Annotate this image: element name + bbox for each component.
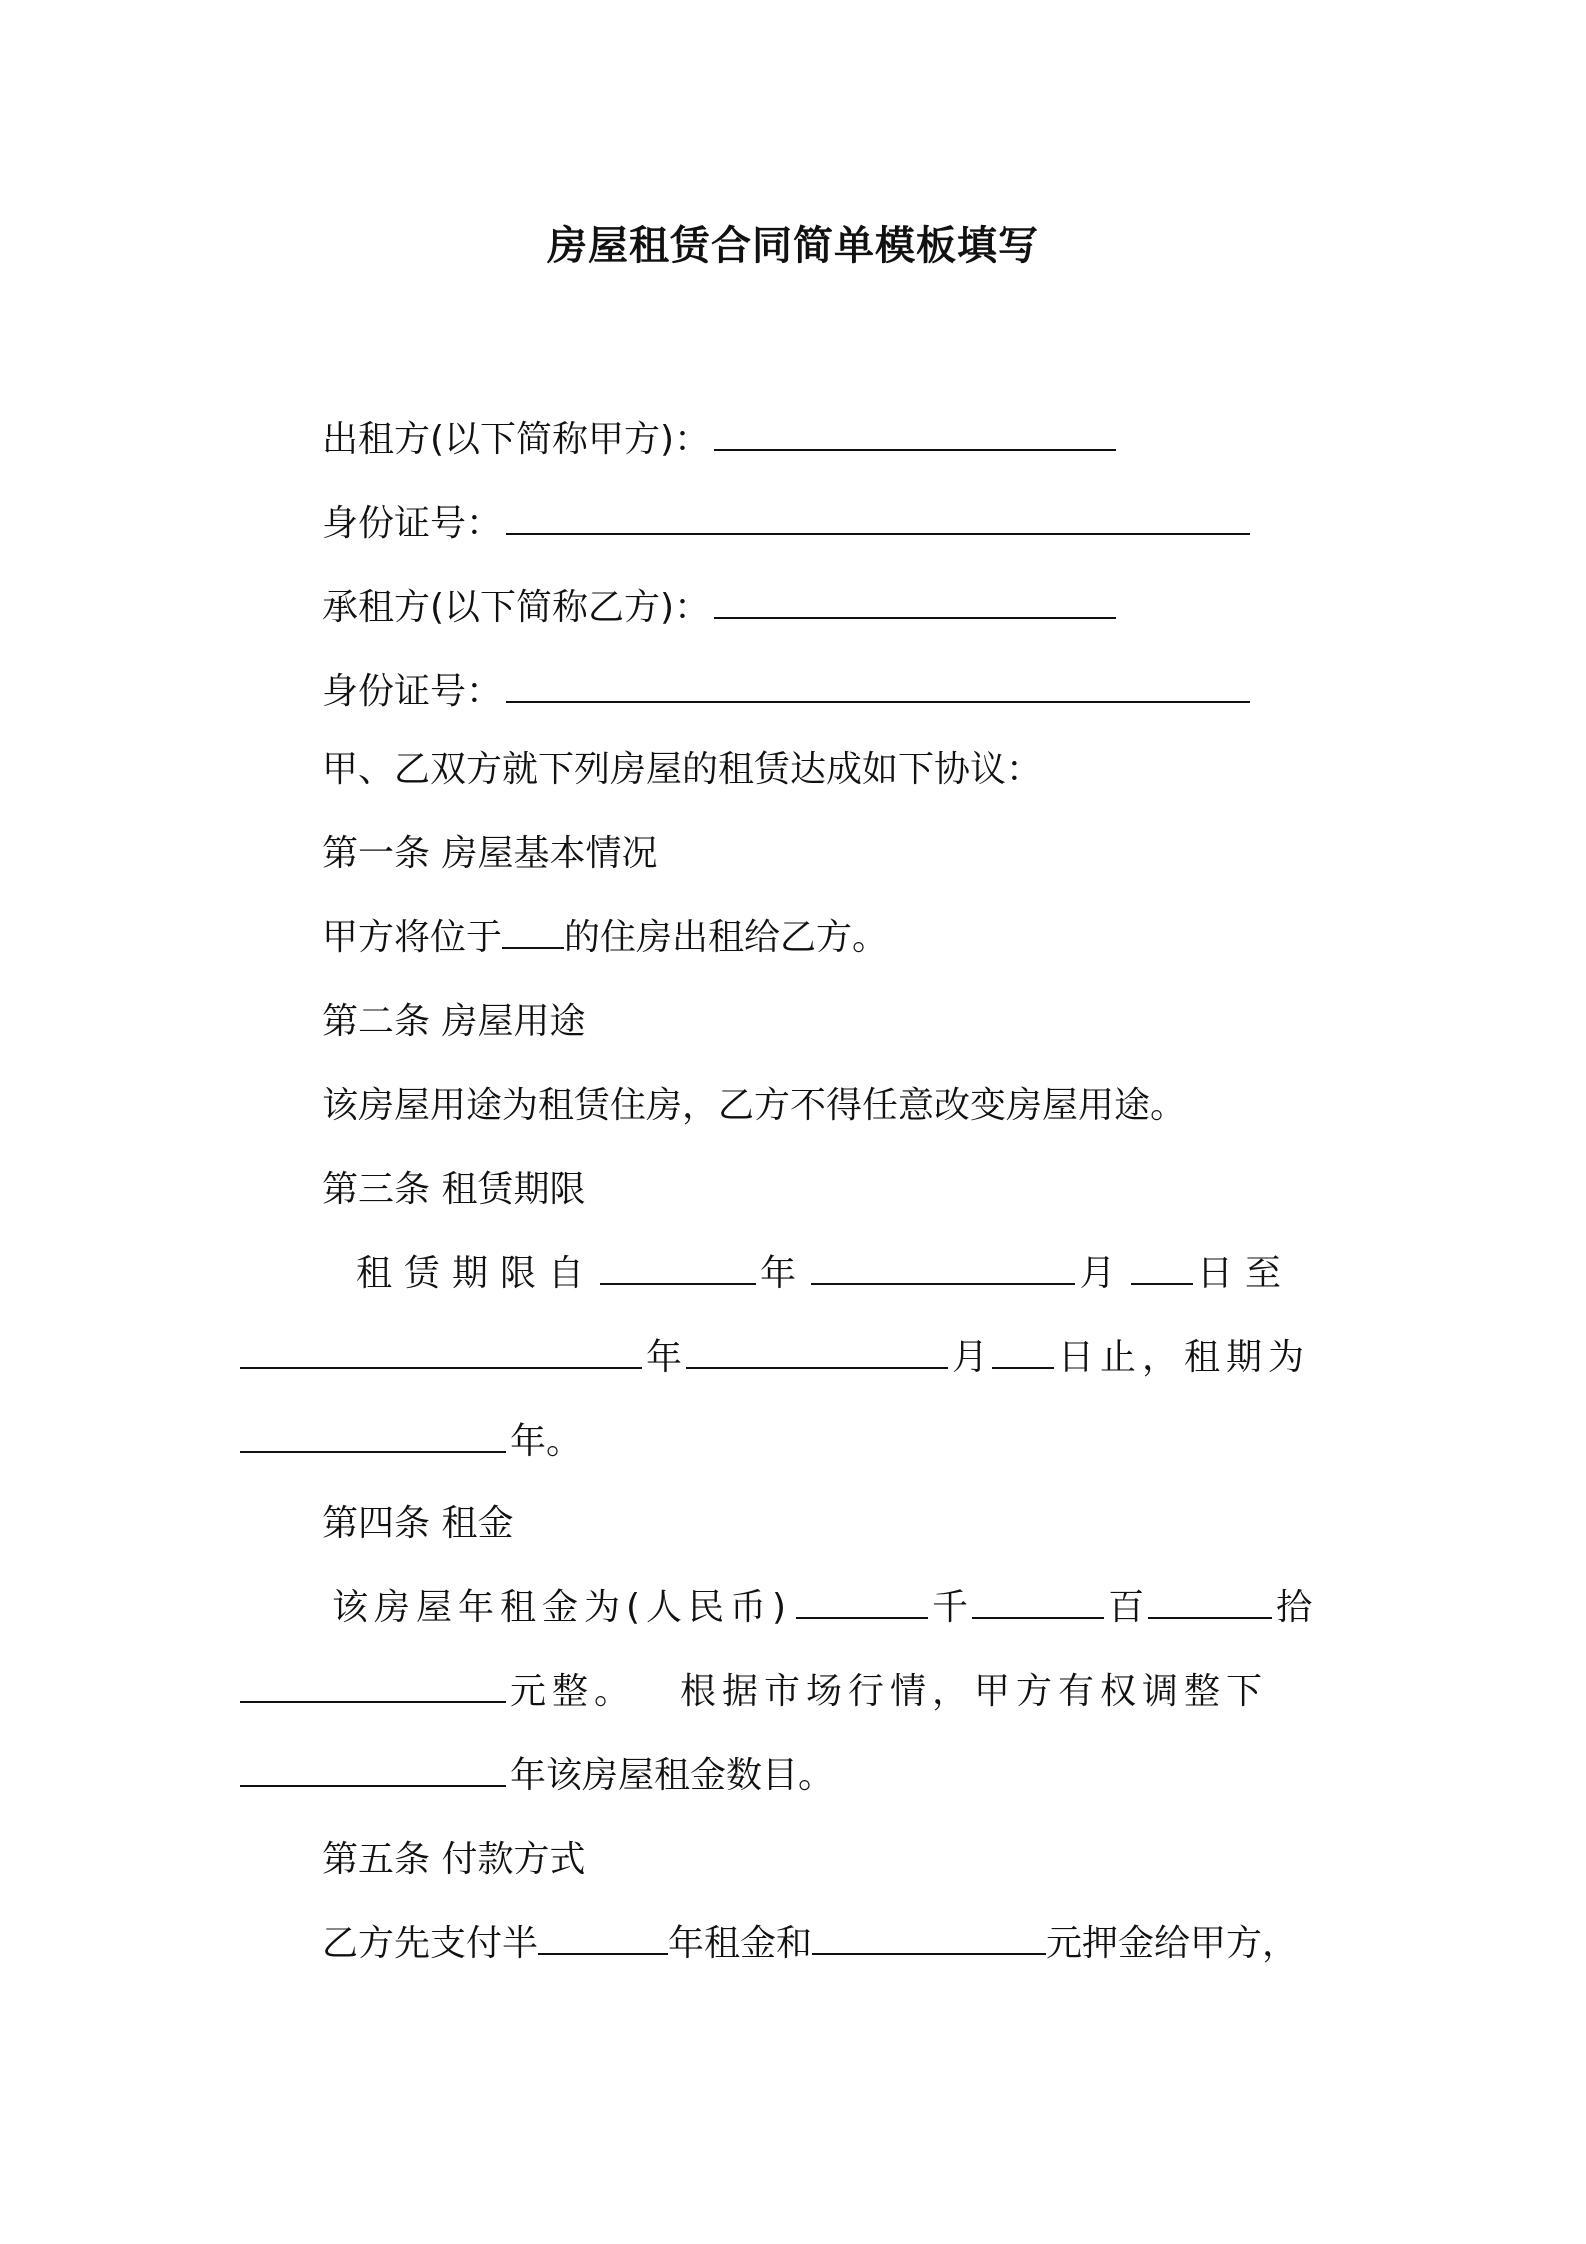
house-location-blank[interactable] — [502, 917, 564, 949]
agreement-intro: 甲、乙双方就下列房屋的租赁达成如下协议： — [322, 749, 1043, 790]
lessor-id-label: 身份证号： — [322, 503, 503, 544]
article4-heading: 第四条 租金 — [322, 1503, 514, 1544]
article3-l3-a: 年。 — [510, 1421, 583, 1462]
document-title: 房屋租赁合同简单模板填写 — [547, 223, 1039, 269]
article4-line1 — [332, 1586, 1312, 1630]
article5-l1-b: 年租金和 — [668, 1923, 813, 1964]
article3-line3 — [240, 1420, 582, 1464]
end-month-blank[interactable] — [686, 1337, 948, 1369]
article4-line3 — [240, 1754, 834, 1798]
article3-l1-c: 月 — [1079, 1253, 1116, 1294]
article3-l1-b: 年 — [760, 1253, 797, 1294]
article1-heading: 第一条 房屋基本情况 — [322, 833, 658, 874]
deposit-blank[interactable] — [812, 1923, 1046, 1955]
article3-l2-a: 年 — [646, 1337, 683, 1378]
article1-text-a: 甲方将位于 — [322, 917, 503, 958]
article4-line2 — [240, 1670, 1268, 1714]
article4-l1-b: 千 — [932, 1587, 969, 1628]
article4-l3-a: 年该房屋租金数目。 — [510, 1755, 835, 1796]
article3-heading: 第三条 租赁期限 — [322, 1169, 586, 1210]
article2-text: 该房屋用途为租赁住房，乙方不得任意改变房屋用途。 — [322, 1085, 1187, 1126]
end-day-blank[interactable] — [992, 1337, 1054, 1369]
article3-line2 — [240, 1336, 1310, 1380]
lessee-line — [322, 586, 1120, 630]
start-month-blank[interactable] — [811, 1253, 1075, 1285]
prepay-years-blank[interactable] — [538, 1923, 668, 1955]
article5-line1 — [322, 1922, 1298, 1966]
lessee-label: 承租方(以下简称乙方)： — [322, 587, 711, 628]
lessee-id-blank[interactable] — [506, 671, 1250, 703]
lessor-blank[interactable] — [714, 419, 1116, 451]
adjust-year-blank[interactable] — [240, 1755, 506, 1787]
article3-l2-b: 月 — [952, 1337, 989, 1378]
rent-hundred-blank[interactable] — [972, 1587, 1104, 1619]
article4-l1-d: 拾 — [1276, 1587, 1313, 1628]
rent-ten-blank[interactable] — [1148, 1587, 1272, 1619]
lessor-label: 出租方(以下简称甲方)： — [322, 419, 711, 460]
start-year-blank[interactable] — [600, 1253, 756, 1285]
rent-yuan-blank[interactable] — [240, 1671, 506, 1703]
lease-term-blank[interactable] — [240, 1421, 506, 1453]
lessee-id-label: 身份证号： — [322, 671, 503, 712]
lessor-id-blank[interactable] — [506, 503, 1250, 535]
article4-l2-a: 元整。 — [510, 1671, 637, 1712]
article3-l2-c: 日止，租期为 — [1058, 1337, 1311, 1378]
article1-text-b: 的住房出租给乙方。 — [564, 917, 889, 958]
lessee-blank[interactable] — [714, 587, 1116, 619]
end-year-blank[interactable] — [240, 1337, 642, 1369]
article5-l1-a: 乙方先支付半 — [322, 1923, 539, 1964]
article2-heading: 第二条 房屋用途 — [322, 1001, 586, 1042]
rent-thousand-blank[interactable] — [796, 1587, 928, 1619]
article3-line1 — [356, 1252, 1293, 1296]
lessor-line — [322, 418, 1120, 462]
lessor-id-line — [322, 502, 1254, 546]
lessee-id-line — [322, 670, 1254, 714]
article3-l1-d: 日至 — [1196, 1253, 1293, 1294]
article4-l1-a: 该房屋年租金为(人民币) — [332, 1587, 793, 1628]
article4-l1-c: 百 — [1108, 1587, 1145, 1628]
article3-l1-a: 租赁期限自 — [356, 1253, 597, 1294]
article5-l1-c: 元押金给甲方， — [1046, 1923, 1299, 1964]
start-day-blank[interactable] — [1131, 1253, 1193, 1285]
article4-l2-b: 根据市场行情，甲方有权调整下 — [680, 1671, 1269, 1712]
article5-heading: 第五条 付款方式 — [322, 1839, 586, 1880]
article1-text — [322, 916, 888, 960]
